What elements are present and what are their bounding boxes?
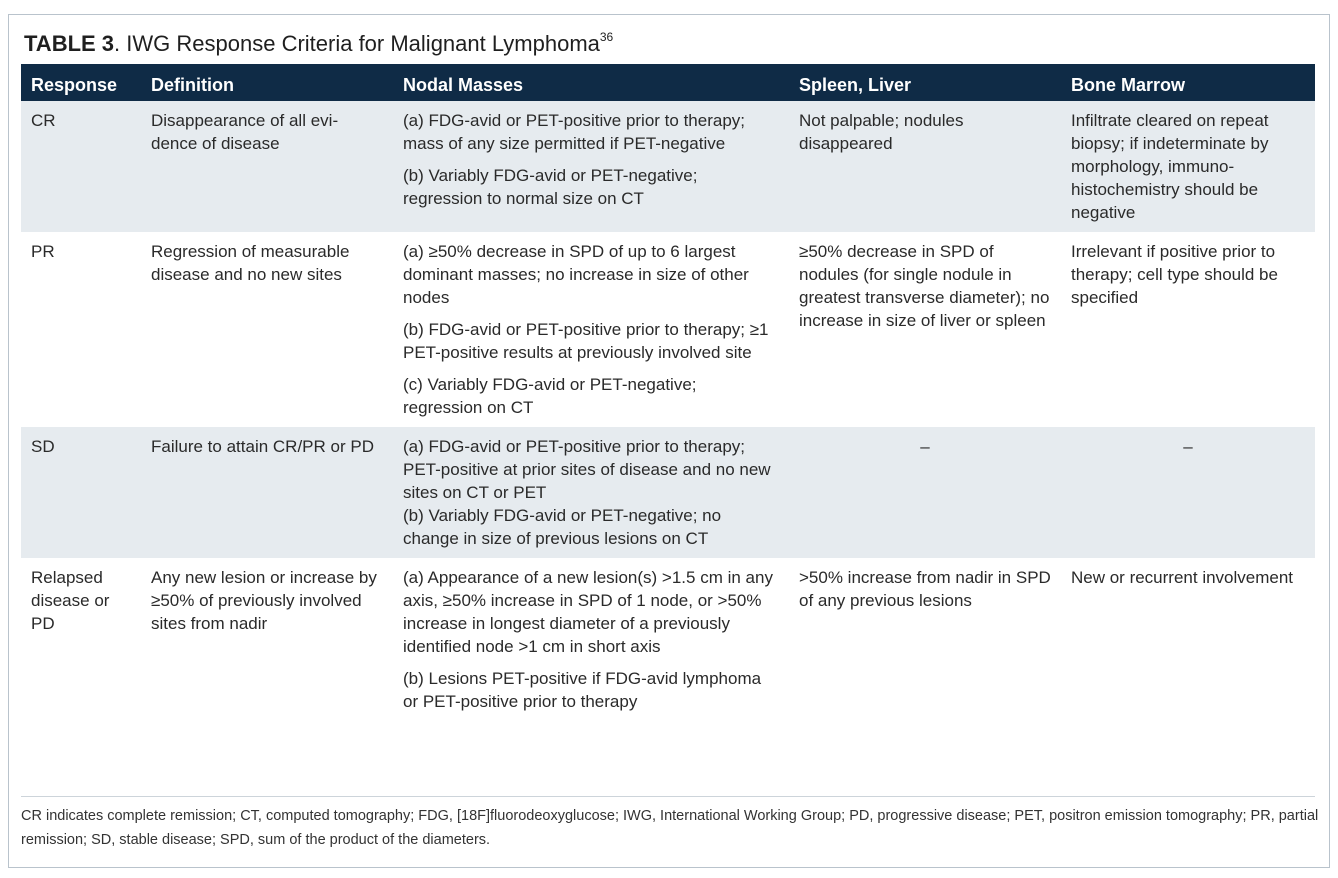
header-definition: Definition (141, 64, 393, 101)
cell-nodal-masses (393, 427, 789, 558)
cell-definition: Failure to attain CR/PR or PD (141, 427, 393, 558)
cell-definition: Any new lesion or increase by ≥50% of previously involved sites from nadir (141, 558, 393, 721)
header-bone-marrow: Bone Marrow (1061, 64, 1315, 101)
cell-response: SD (21, 427, 141, 558)
cell-bone-marrow: Infiltrate cleared on repeat biopsy; if indeterminate by morphology, immuno-histochemistry should be negative (1061, 101, 1315, 232)
header-nodal-masses: Nodal Masses (393, 64, 789, 101)
title-text: IWG Response Criteria for Malignant Lymphoma (120, 31, 600, 56)
title-reference: 36 (599, 30, 614, 44)
cell-spleen-liver: – (789, 427, 1061, 558)
nodal-item: (c) Variably FDG-avid or PET-negative; regression on CT (403, 375, 697, 417)
cell-spleen-liver: ≥50% decrease in SPD of nodules (for single nodule in greatest transverse diameter); no increase in size of liver or spleen (789, 232, 1061, 427)
table-label: TABLE 3 (24, 31, 115, 56)
cell-response: CR (21, 101, 141, 232)
nodal-item: (b) FDG-avid or PET-positive prior to therapy; ≥1 PET-positive results at previously involved site (403, 320, 769, 362)
cell-bone-marrow: – (1061, 427, 1315, 558)
header-row (21, 64, 1315, 101)
table-footnote: CR indicates complete remission; CT, computed tomography; FDG, [18F]fluorodeoxyglucose; IWG, International Working Group; PD, progressive disease; PET, positron emission tomography; PR, partial remission; SD, stable disease; SPD, sum of the product of the diameters. (21, 808, 1319, 848)
nodal-item: (b) Lesions PET-positive if FDG-avid lymphoma or PET-positive prior to therapy (403, 669, 762, 711)
response-criteria-table (21, 64, 1315, 721)
cell-response: Relapsed disease or PD (21, 558, 141, 721)
cell-nodal-masses (393, 558, 789, 721)
cell-spleen-liver: >50% increase from nadir in SPD of any previous lesions (789, 558, 1061, 721)
cell-nodal-masses (393, 232, 789, 427)
header-response: Response (21, 64, 141, 101)
title-separator: . (114, 31, 121, 56)
cell-bone-marrow: Irrelevant if positive prior to therapy; cell type should be specified (1061, 232, 1315, 427)
nodal-item: (a) FDG-avid or PET-positive prior to therapy; PET-positive at prior sites of disease and no new sites on CT or PET (403, 437, 771, 502)
cell-response: PR (21, 232, 141, 427)
table-row (21, 558, 1315, 721)
cell-bone-marrow: New or recurrent involvement (1061, 558, 1315, 721)
table-row (21, 232, 1315, 427)
cell-definition: Regression of measurable disease and no new sites (141, 232, 393, 427)
cell-nodal-masses (393, 101, 789, 232)
nodal-item: (a) Appearance of a new lesion(s) >1.5 cm in any axis, ≥50% increase in SPD of 1 node, or >50% increase in longest diameter of a previously identified node >1 cm in short axis (403, 568, 773, 656)
nodal-item: (b) Variably FDG-avid or PET-negative; no change in size of previous lesions on CT (403, 506, 722, 548)
nodal-item: (b) Variably FDG-avid or PET-negative; regression to normal size on CT (403, 166, 698, 208)
nodal-item: (a) ≥50% decrease in SPD of up to 6 largest dominant masses; no increase in size of other nodes (403, 242, 749, 307)
cell-spleen-liver: Not palpable; nodules disappeared (789, 101, 1061, 232)
footnote-divider (21, 796, 1315, 797)
table-row (21, 101, 1315, 232)
header-spleen-liver: Spleen, Liver (789, 64, 1061, 101)
cell-definition: Disappearance of all evi-dence of disease (141, 101, 393, 232)
table-title (24, 30, 613, 57)
table-row (21, 427, 1315, 558)
nodal-item: (a) FDG-avid or PET-positive prior to therapy; mass of any size permitted if PET-negative (403, 111, 746, 153)
